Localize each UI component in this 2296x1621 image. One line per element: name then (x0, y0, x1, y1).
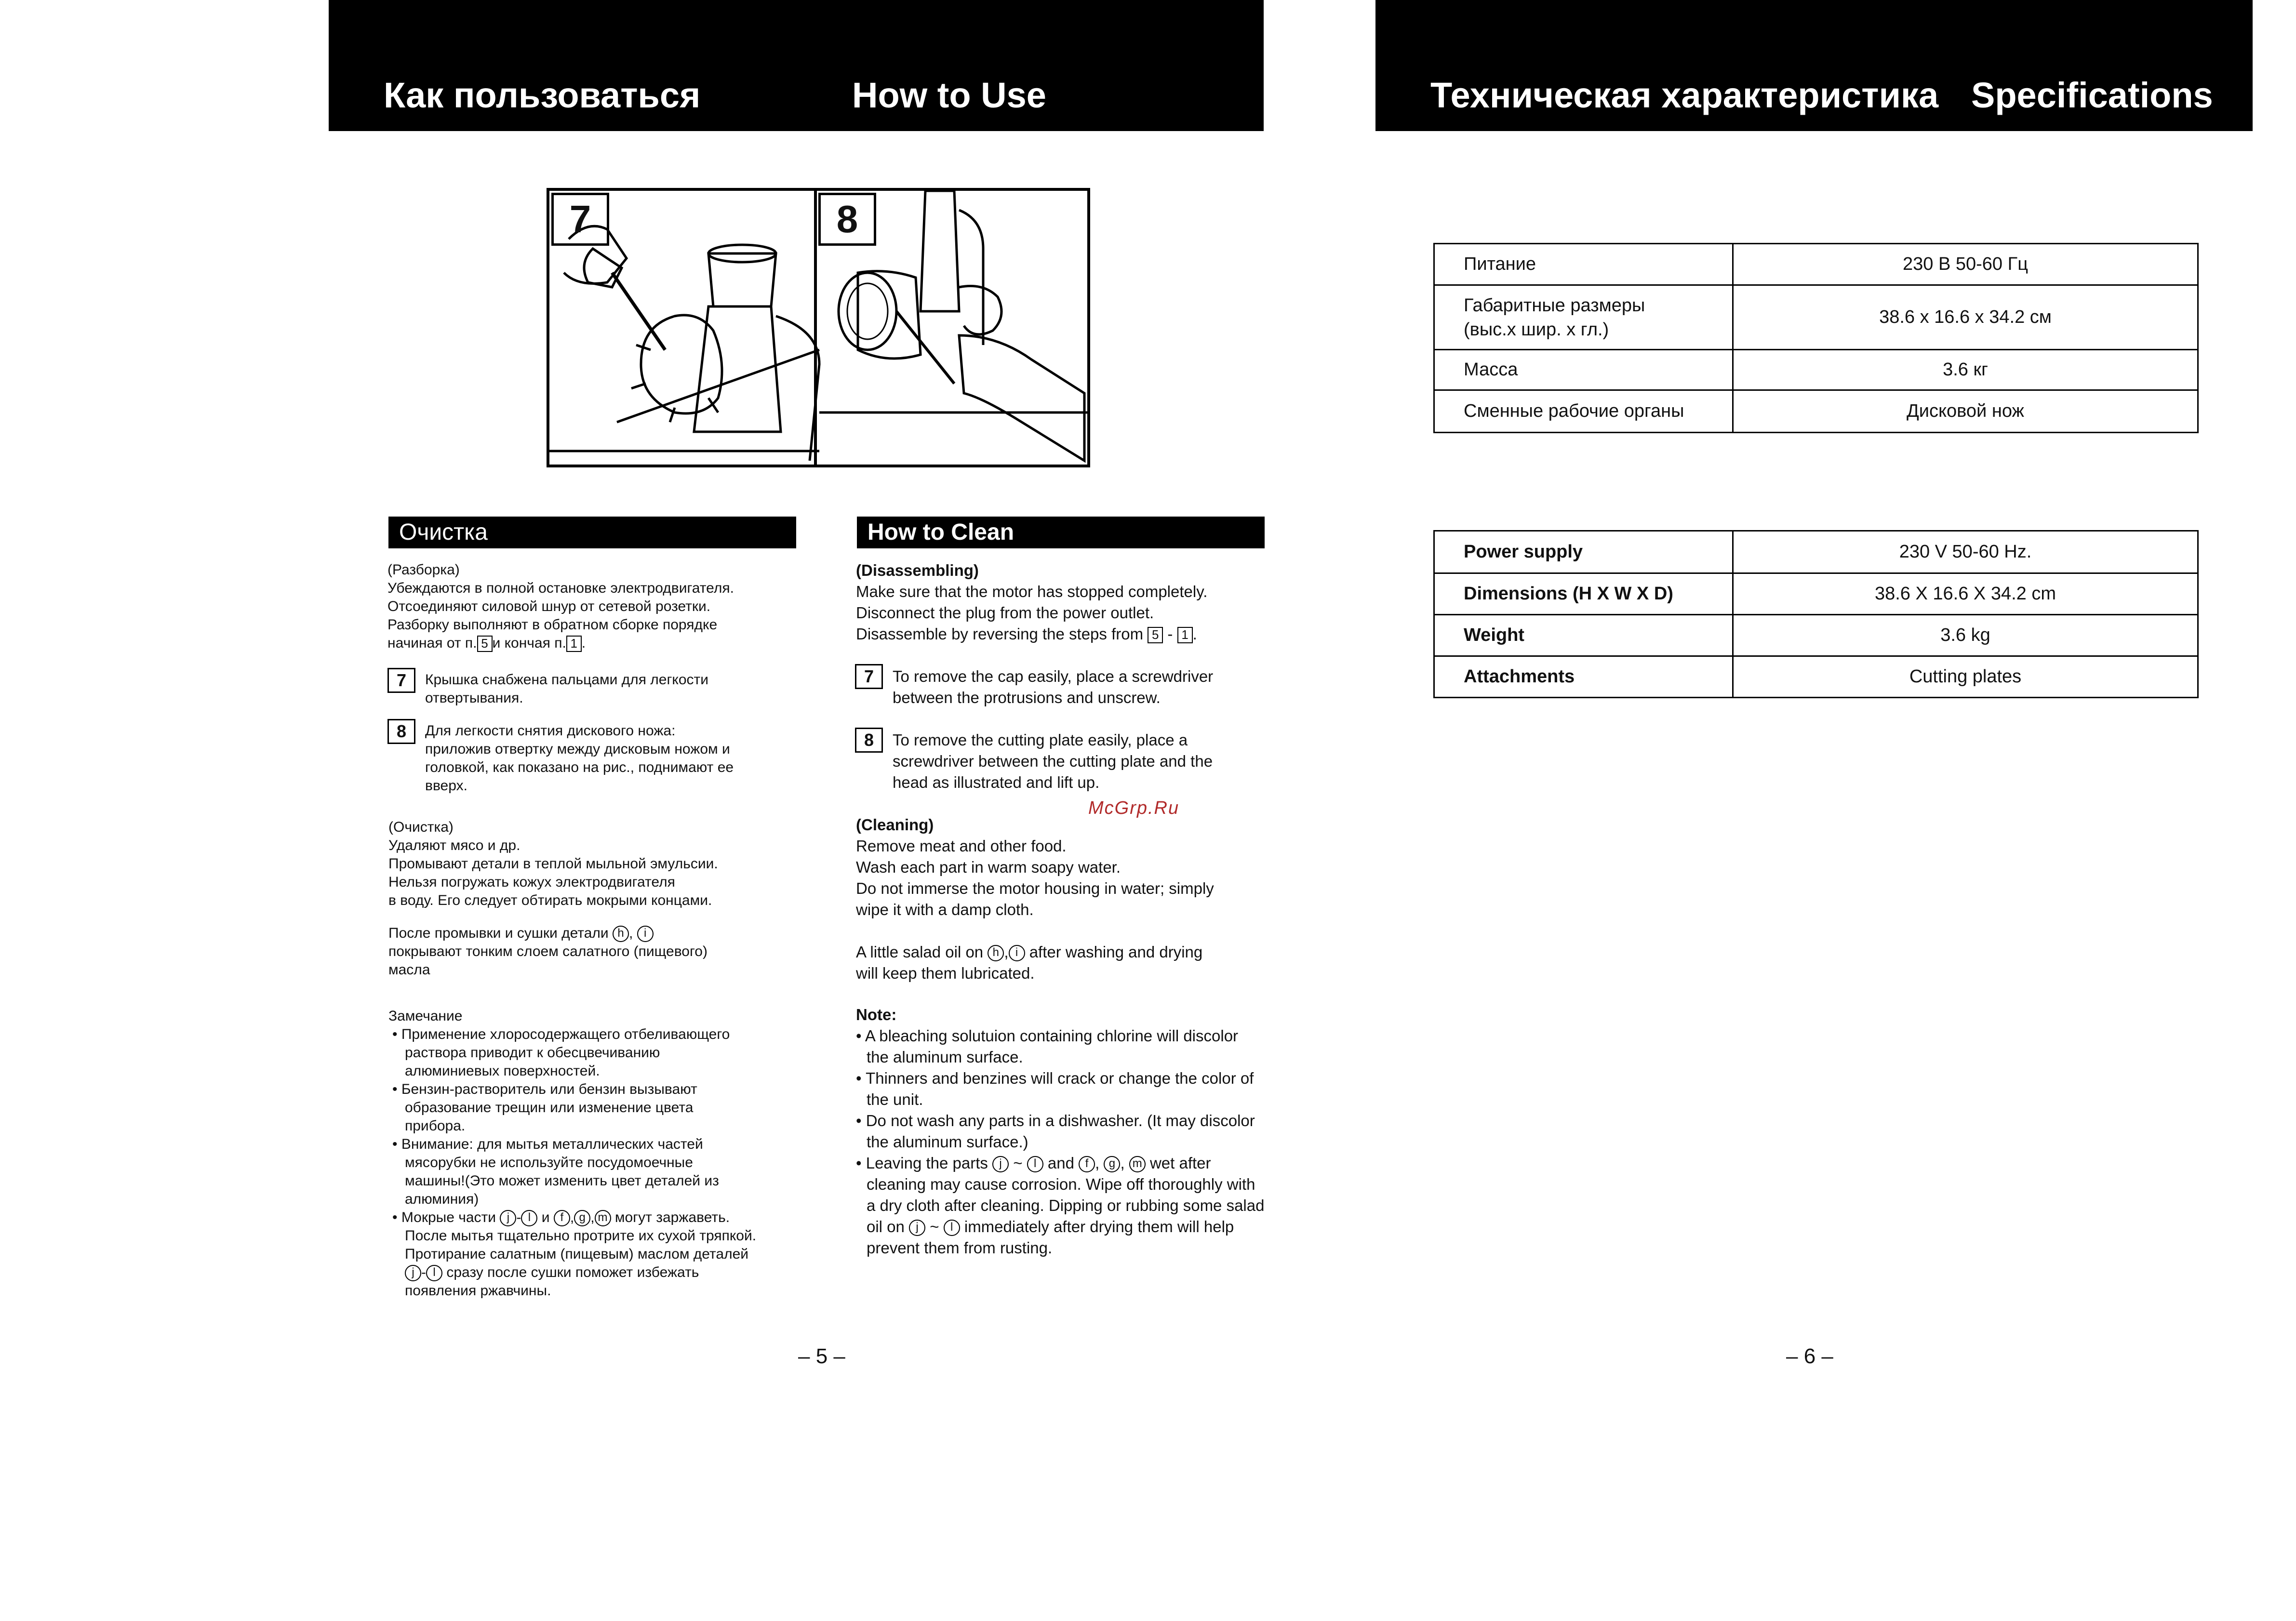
en-step7-line: between the protrusions and unscrew. (893, 689, 1161, 706)
ru-note-item: образование трещин или изменение цвета (405, 1100, 694, 1116)
ru-cleaning-block (388, 818, 718, 910)
en-text: wet after (1149, 1154, 1211, 1172)
ru-step8-text (425, 722, 734, 795)
ru-oil-line1 (388, 924, 707, 943)
en-cleaning-line: Remove meat and other food. (856, 837, 1067, 855)
right-header-title-en: Specifications (1971, 75, 2213, 115)
en-text: - (1167, 625, 1173, 643)
part-ref-circle: j (405, 1265, 421, 1281)
part-ref-circle: g (574, 1210, 590, 1226)
right-header-title-ru: Техническая характеристика (1430, 75, 1939, 115)
right-header-bar (1375, 0, 2253, 131)
en-cleaning-line: wipe it with a damp cloth. (856, 901, 1034, 918)
en-cleaning-line: Do not immerse the motor housing in water; simply (856, 879, 1214, 897)
part-ref-circle: l (1027, 1156, 1043, 1172)
ru-text: , (629, 925, 633, 941)
ru-note4-line: Протирание салатным (пищевым) маслом деталей (405, 1246, 749, 1262)
en-step8-text (893, 730, 1213, 793)
ru-note-item: алюминиевых поверхностей. (405, 1063, 600, 1079)
en-note-heading: Note: (856, 1006, 897, 1023)
spec-label: (выс.х шир. х гл.) (1464, 319, 1609, 340)
ru-step8-line: вверх. (425, 778, 467, 794)
en-note-block (856, 1004, 1264, 1259)
spec-label: Weight (1434, 615, 1733, 656)
ru-oil-block (388, 924, 707, 979)
ru-note-item: алюминия) (405, 1191, 479, 1207)
ru-cleaning-line: Нельзя погружать кожух электродвигателя (388, 874, 675, 890)
step7-drawing (549, 226, 819, 461)
ru-cleaning-line: Удаляют мясо и др. (388, 837, 521, 853)
en-note-item: • A bleaching solutuion containing chlorine will discolor (856, 1027, 1239, 1045)
ru-note4-line4 (388, 1263, 756, 1282)
ru-step8-num: 8 (387, 719, 415, 744)
part-ref-circle: f (1079, 1156, 1095, 1172)
en-note-item: • Thinners and benzines will crack or change the color of (856, 1069, 1254, 1087)
spec-value: 38.6 X 16.6 X 34.2 cm (1733, 573, 2198, 615)
en-disassembling-block (856, 560, 1207, 645)
illus-step7-label: 7 (551, 193, 609, 246)
watermark-text: McGrp.Ru (1088, 798, 1180, 818)
left-page-number: – 5 – (798, 1344, 845, 1368)
ru-step8-line: головкой, как показано на рис., поднимают ее (425, 759, 734, 775)
en-section-title: How to Clean (857, 517, 1265, 548)
en-cleaning-heading: (Cleaning) (856, 816, 934, 834)
ru-disassembling-line: Отсоединяют силовой шнур от сетевой розетки. (387, 598, 711, 614)
part-ref-circle: h (613, 926, 629, 942)
spec-row (1434, 390, 2198, 433)
ru-note4-line: появления ржавчины. (405, 1283, 551, 1299)
ru-step7-text (425, 671, 708, 707)
ru-text: и (541, 1209, 550, 1225)
en-note-item: the unit. (867, 1090, 923, 1108)
part-ref-circle: j (992, 1156, 1009, 1172)
step-ref-box: 5 (477, 636, 493, 652)
ru-note-item: мясорубки не используйте посудомоечные (405, 1155, 693, 1170)
ru-step8-line: приложив отвертку между дисковым ножом и (425, 741, 730, 757)
spec-table-en (1433, 530, 2199, 698)
left-header-title-en: How to Use (852, 75, 1046, 115)
ru-cleaning-line: Промывают детали в теплой мыльной эмульсии. (388, 856, 718, 872)
part-ref-circle: g (1104, 1156, 1120, 1172)
en-disassembling-line: Disconnect the plug from the power outlet. (856, 604, 1154, 622)
en-disassembling-heading: (Disassembling) (856, 561, 979, 579)
en-disassembling-last-line (856, 624, 1207, 645)
spec-row (1434, 531, 2198, 573)
ru-note-item: машины!(Это может изменить цвет деталей из (405, 1173, 719, 1189)
ru-note4-line1: • Мокрые части j - l и f , g , m могут заржаветь. (388, 1209, 756, 1227)
spec-label: Габаритные размеры (1464, 295, 1645, 316)
ru-note4-line: После мытья тщательно протрите их сухой тряпкой. (405, 1228, 757, 1244)
spec-row (1434, 573, 2198, 615)
spec-label-multi (1434, 285, 1733, 350)
part-ref-circle: l (521, 1210, 537, 1226)
en-note4-line4 (856, 1216, 1264, 1237)
left-header-bar (329, 0, 1264, 131)
step-ref-box: 1 (566, 636, 582, 652)
part-ref-circle: i (637, 926, 654, 942)
en-disassembling-line: Make sure that the motor has stopped completely. (856, 583, 1208, 600)
ru-text: . (581, 635, 586, 651)
spec-label: Attachments (1434, 656, 1733, 698)
en-oil-block (856, 942, 1202, 984)
spec-row (1434, 350, 2198, 390)
part-ref-circle: m (1129, 1156, 1146, 1172)
en-step7-line: To remove the cap easily, place a screwdriver (893, 667, 1214, 685)
spec-row (1434, 285, 2198, 350)
ru-cleaning-line: в воду. Его следует обтирать мокрыми концами. (388, 892, 712, 908)
part-ref-circle: l (944, 1220, 960, 1236)
en-cleaning-line: Wash each part in warm soapy water. (856, 858, 1121, 876)
spec-row (1434, 244, 2198, 285)
part-ref-circle: i (1009, 945, 1025, 961)
en-text: A little salad oil on (856, 943, 984, 961)
en-note4-line: cleaning may cause corrosion. Wipe off thoroughly with (867, 1175, 1255, 1193)
spec-label: Питание (1434, 244, 1733, 285)
en-step7-num: 7 (855, 664, 883, 689)
spec-value: Cutting plates (1733, 656, 2198, 698)
spec-label: Power supply (1434, 531, 1733, 573)
ru-disassembling-line: Разборку выполняют в обратном сборке порядке (387, 617, 718, 633)
ru-note-item: • Бензин-растворитель или бензин вызывают (392, 1081, 697, 1097)
en-note4-line1: • Leaving the parts j ~ l and f , g , m wet after (856, 1154, 1211, 1172)
part-ref-circle: j (909, 1220, 925, 1236)
part-ref-circle: j (500, 1210, 516, 1226)
part-ref-circle: h (988, 945, 1004, 961)
ru-text: - (516, 1209, 521, 1225)
en-text: ~ (930, 1218, 939, 1236)
en-step8-line: screwdriver between the cutting plate and the (893, 752, 1213, 770)
en-note4-line: a dry cloth after cleaning. Dipping or rubbing some salad (867, 1196, 1265, 1214)
ru-note-block (388, 1007, 756, 1300)
ru-cleaning-heading: (Очистка) (388, 819, 454, 835)
ru-text: сразу после сушки поможет избежать (446, 1264, 699, 1280)
ru-note-item: прибора. (405, 1118, 466, 1134)
ru-disassembling-line: Убеждаются в полной остановке электродвигателя. (387, 580, 734, 596)
en-text: , (1004, 943, 1009, 961)
en-text: ~ (1013, 1154, 1023, 1172)
spec-value: 38.6 х 16.6 х 34.2 см (1733, 285, 2198, 350)
spec-value: Дисковой нож (1733, 390, 2198, 433)
step-ref-box: 5 (1148, 627, 1163, 643)
en-cleaning-block (856, 814, 1214, 920)
ru-text: • Мокрые части (392, 1209, 496, 1225)
en-text: after washing and drying (1029, 943, 1203, 961)
ru-text: могут заржаветь. (614, 1209, 730, 1225)
spec-table-ru (1433, 243, 2199, 433)
ru-text: и кончая п. (492, 635, 566, 651)
right-page-number: – 6 – (1786, 1344, 1833, 1368)
en-step8-num: 8 (855, 728, 883, 753)
spec-value: 230 В 50-60 Гц (1733, 244, 2198, 285)
spec-value: 3.6 кг (1733, 350, 2198, 390)
spec-value: 230 V 50-60 Hz. (1733, 531, 2198, 573)
spec-label: Масса (1434, 350, 1733, 390)
en-note-item: the aluminum surface.) (867, 1133, 1028, 1151)
en-step7-text (893, 666, 1213, 708)
en-step8-line: To remove the cutting plate easily, place a (893, 731, 1188, 749)
part-ref-circle: f (554, 1210, 570, 1226)
ru-disassembling-last-line (387, 634, 734, 652)
illus-step8-label: 8 (818, 193, 876, 246)
en-text: oil on (867, 1218, 905, 1236)
ru-note-item: • Применение хлоросодержащего отбеливающего (392, 1026, 730, 1042)
en-oil-line: will keep them lubricated. (856, 964, 1035, 982)
left-header-title-ru: Как пользоваться (384, 75, 701, 115)
en-note4-line: prevent them from rusting. (867, 1239, 1053, 1257)
ru-step8-line: Для легкости снятия дискового ножа: (425, 723, 676, 739)
en-text: Disassemble by reversing the steps from (856, 625, 1144, 643)
ru-oil-line: масла (388, 962, 430, 978)
part-ref-circle: l (426, 1265, 442, 1281)
ru-disassembling-block (387, 561, 734, 652)
ru-note-heading: Замечание (388, 1008, 463, 1024)
ru-disassembling-heading: (Разборка) (387, 562, 460, 578)
part-ref-circle: m (595, 1210, 611, 1226)
illustration-panel (547, 188, 1090, 467)
en-note-item: the aluminum surface. (867, 1048, 1023, 1066)
en-text: • Leaving the parts (856, 1154, 988, 1172)
spec-value: 3.6 kg (1733, 615, 2198, 656)
en-text: . (1192, 625, 1197, 643)
ru-oil-line: покрывают тонким слоем салатного (пищевого) (388, 943, 707, 959)
en-step8-line: head as illustrated and lift up. (893, 773, 1100, 791)
ru-section-title: Очистка (388, 517, 796, 548)
ru-step7-num: 7 (387, 668, 415, 693)
en-text: and (1047, 1154, 1074, 1172)
en-text: immediately after drying them will help (964, 1218, 1234, 1236)
spec-label: Сменные рабочие органы (1434, 390, 1733, 433)
ru-text: - (421, 1264, 426, 1280)
ru-note-item: раствора приводит к обесцвечиванию (405, 1045, 660, 1061)
step-ref-box: 1 (1177, 627, 1193, 643)
ru-note-item: • Внимание: для мытья металлических частей (392, 1136, 703, 1152)
spec-label: Dimensions (H X W X D) (1434, 573, 1733, 615)
ru-step7-line: отвертывания. (425, 690, 523, 706)
spec-row (1434, 615, 2198, 656)
ru-step7-line: Крышка снабжена пальцами для легкости (425, 672, 709, 688)
spec-row (1434, 656, 2198, 698)
ru-text: начиная от п. (387, 635, 477, 651)
en-note-item: • Do not wash any parts in a dishwasher. (It may discolor (856, 1112, 1255, 1129)
ru-text: После промывки и сушки детали (388, 925, 609, 941)
en-oil-line1 (856, 942, 1202, 963)
